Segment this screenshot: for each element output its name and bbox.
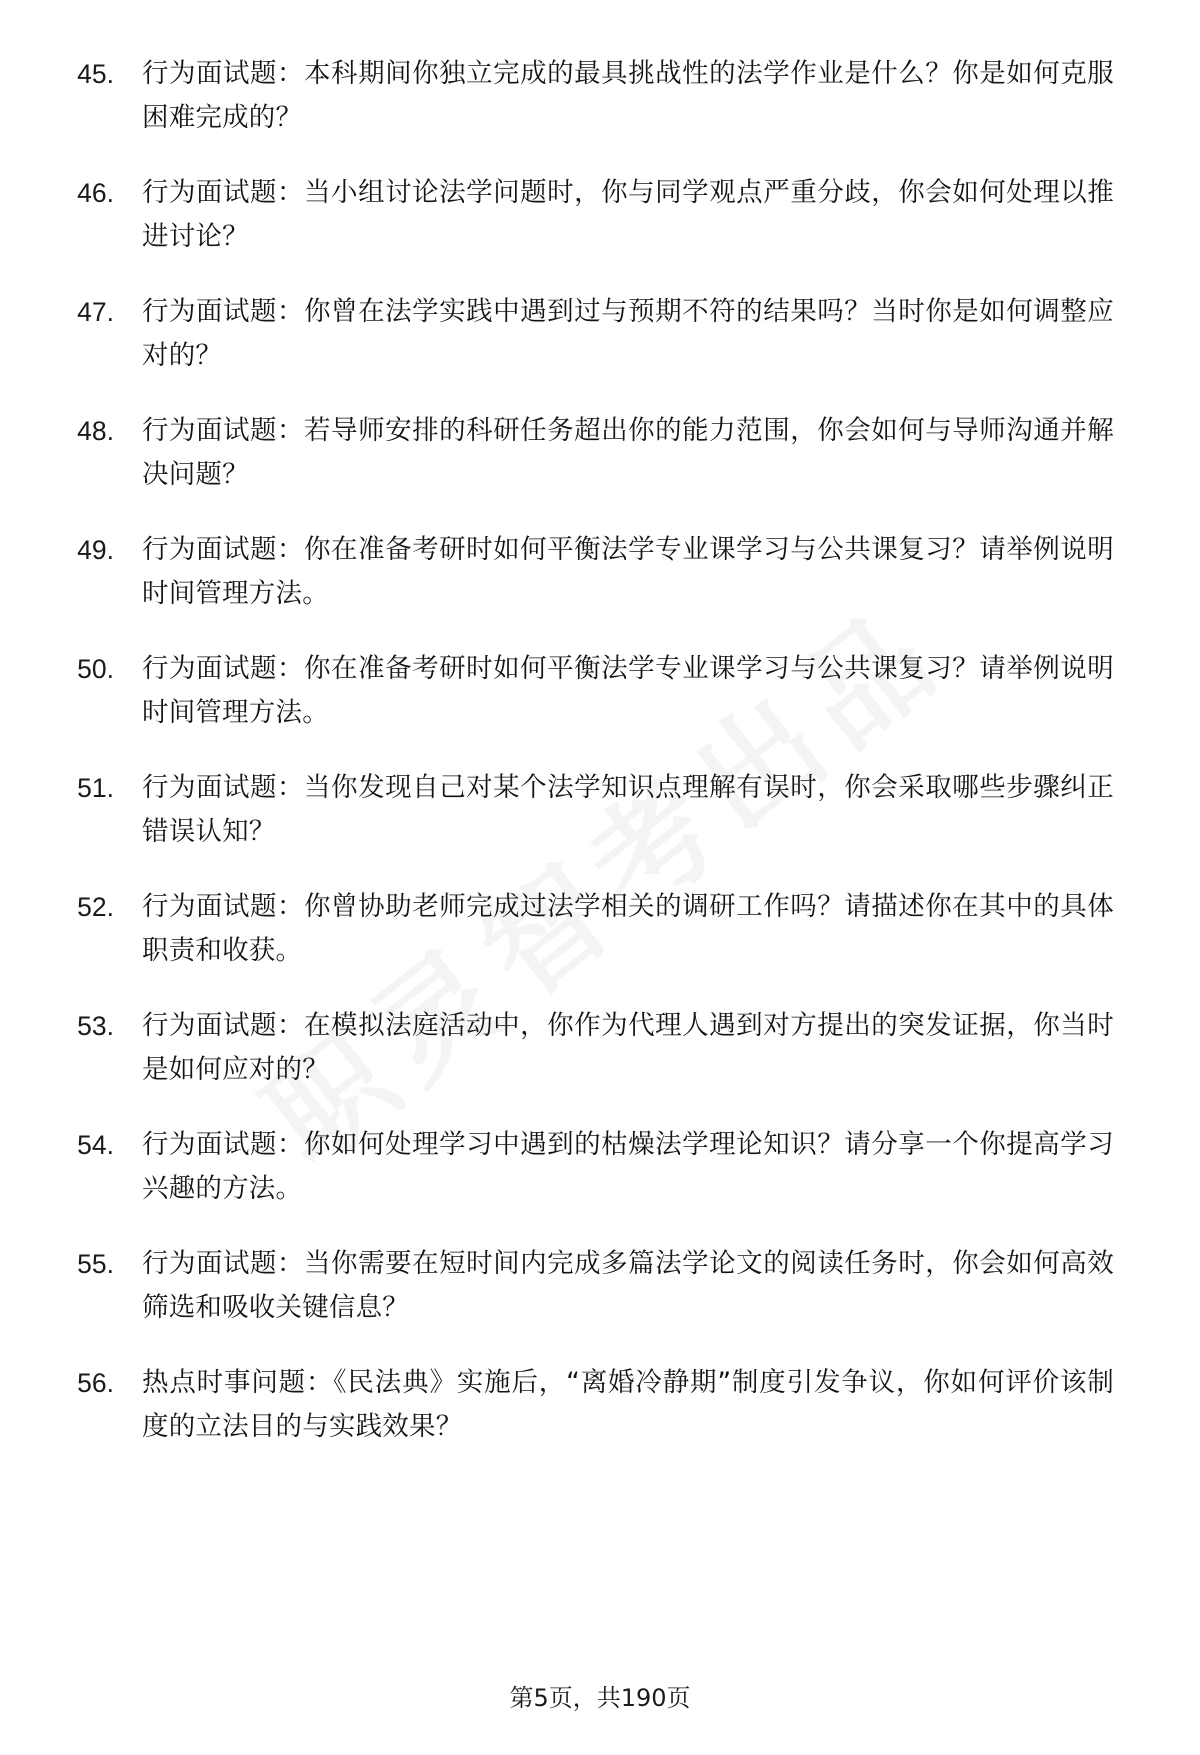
question-number: 53.	[77, 1011, 114, 1041]
question-text: 行为面试题：当小组讨论法学问题时，你与同学观点严重分歧，你会如何处理以推进讨论？	[142, 177, 1114, 252]
question-text: 行为面试题：你曾在法学实践中遇到过与预期不符的结果吗？当时你是如何调整应对的？	[142, 296, 1114, 371]
question-number: 54.	[77, 1130, 114, 1160]
list-item	[52, 766, 1114, 854]
question-text: 热点时事问题：《民法典》实施后，“离婚冷静期”制度引发争议，你如何评价该制度的立法目的与实践效果？	[142, 1367, 1114, 1442]
question-text: 行为面试题：你在准备考研时如何平衡法学专业课学习与公共课复习？请举例说明时间管理方法。	[142, 534, 1114, 609]
question-text: 行为面试题：你曾协助老师完成过法学相关的调研工作吗？请描述你在其中的具体职责和收获。	[142, 891, 1114, 966]
question-number: 55.	[77, 1249, 114, 1279]
list-item	[52, 528, 1114, 616]
list-item	[52, 647, 1114, 735]
question-number: 52.	[77, 892, 114, 922]
question-text: 行为面试题：在模拟法庭活动中，你作为代理人遇到对方提出的突发证据，你当时是如何应对的？	[142, 1010, 1114, 1085]
list-item	[52, 1242, 1114, 1330]
question-number: 50.	[77, 654, 114, 684]
page-footer: 第5页，共190页	[509, 1684, 691, 1712]
question-list	[52, 52, 1114, 1449]
question-text: 行为面试题：当你发现自己对某个法学知识点理解有误时，你会采取哪些步骤纠正错误认知？	[142, 772, 1114, 847]
question-number: 45.	[77, 59, 114, 89]
list-item	[52, 52, 1114, 140]
question-text: 行为面试题：本科期间你独立完成的最具挑战性的法学作业是什么？你是如何克服困难完成的？	[142, 58, 1114, 133]
list-item	[52, 1361, 1114, 1449]
list-item	[52, 171, 1114, 259]
question-text: 行为面试题：你如何处理学习中遇到的枯燥法学理论知识？请分享一个你提高学习兴趣的方法。	[142, 1129, 1114, 1204]
question-text: 行为面试题：你在准备考研时如何平衡法学专业课学习与公共课复习？请举例说明时间管理方法。	[142, 653, 1114, 728]
question-number: 46.	[77, 178, 114, 208]
list-item	[52, 1123, 1114, 1211]
question-text: 行为面试题：当你需要在短时间内完成多篇法学论文的阅读任务时，你会如何高效筛选和吸收关键信息？	[142, 1248, 1114, 1323]
question-text: 行为面试题：若导师安排的科研任务超出你的能力范围，你会如何与导师沟通并解决问题？	[142, 415, 1114, 490]
question-number: 47.	[77, 297, 114, 327]
list-item	[52, 885, 1114, 973]
question-number: 49.	[77, 535, 114, 565]
question-number: 56.	[77, 1368, 114, 1398]
list-item	[52, 1004, 1114, 1092]
list-item	[52, 290, 1114, 378]
list-item	[52, 409, 1114, 497]
question-number: 48.	[77, 416, 114, 446]
question-number: 51.	[77, 773, 114, 803]
